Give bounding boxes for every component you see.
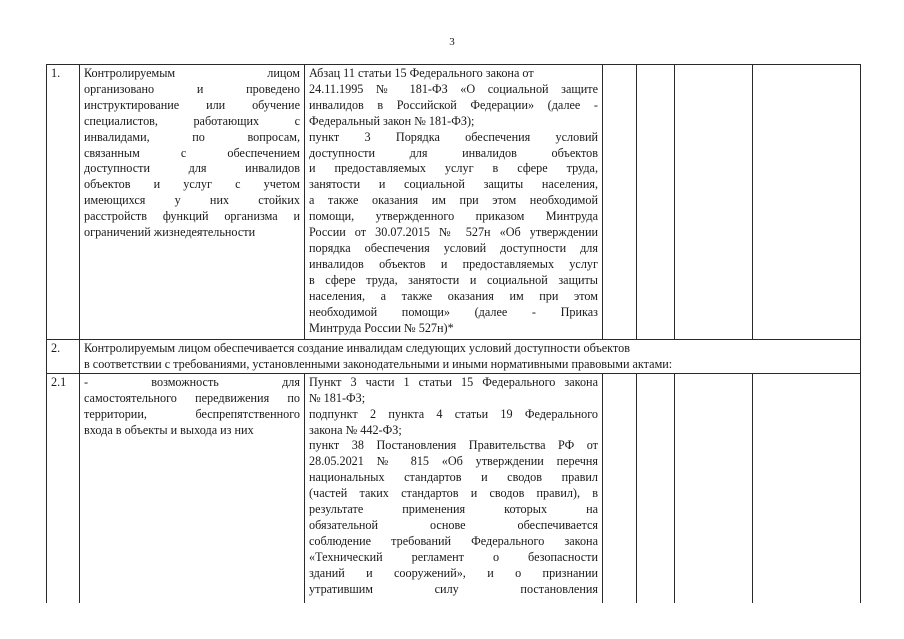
text-line: пункт 3 Порядка обеспечения условий xyxy=(309,129,598,144)
text-line: ограничений жизнедеятельности xyxy=(84,225,256,240)
text-line: а также оказания им при этом необходимой xyxy=(309,193,598,208)
row-number: 1. xyxy=(47,65,80,340)
text-line: зданий и сооружений», и о признании xyxy=(309,565,598,580)
text-line: Минтруда России № 527н)* xyxy=(309,320,454,335)
text-line: связанным с обеспечением xyxy=(84,145,300,160)
row-number: 2. xyxy=(47,340,80,374)
text-line: обязательной основе обеспечивается xyxy=(309,517,598,532)
text-line: расстройств функций организма и xyxy=(84,209,300,224)
text-line: (частей таких стандартов и сводов правил), в xyxy=(309,486,598,501)
text-line: Контролируемым лицом xyxy=(84,66,300,80)
text-line: территории, беспрепятственного xyxy=(84,406,300,421)
text-line: 28.05.2021 № 815 «Об утверждении перечня xyxy=(309,454,598,469)
text-line: помощи, утвержденного приказом Минтруда xyxy=(309,209,598,224)
text-line: подпункт 2 пункта 4 статьи 19 Федерального xyxy=(309,406,598,421)
text-line: закона № 442-ФЗ; xyxy=(309,422,402,437)
legal-basis-cell xyxy=(305,65,603,340)
text-line: доступности для инвалидов xyxy=(84,161,300,176)
text-line: занятости и социальной защиты населения, xyxy=(309,177,598,192)
text-line: объектов и услуг с учетом xyxy=(84,177,300,192)
text-line: утратившим силу постановления xyxy=(309,581,598,596)
answer-na-cell xyxy=(675,65,753,340)
requirement-cell xyxy=(80,65,305,340)
text-line: Федеральный закон № 181-ФЗ); xyxy=(309,113,475,128)
text-line: Абзац 11 статьи 15 Федерального закона от xyxy=(309,66,534,80)
text-line: организовано и проведено xyxy=(84,81,300,96)
text-line: необходимой помощи» (далее - Приказ xyxy=(309,304,598,319)
note-cell xyxy=(753,65,861,340)
answer-na-cell xyxy=(675,373,753,603)
page-number: 3 xyxy=(449,36,455,48)
section-heading-cell xyxy=(80,340,861,374)
text-line: инвалидов в Российской Федерации» (далее - xyxy=(309,97,598,112)
row-number: 2.1 xyxy=(47,373,80,603)
section-heading-line: Контролируемым лицом обеспечивается создание инвалидам следующих условий доступности объектов xyxy=(84,341,630,355)
legal-basis-cell xyxy=(305,373,603,603)
text-line: № 181-ФЗ; xyxy=(309,390,366,405)
text-line: 24.11.1995 № 181-ФЗ «О социальной защите xyxy=(309,81,598,96)
note-cell xyxy=(753,373,861,603)
requirements-table xyxy=(46,64,861,603)
text-line: пункт 38 Постановления Правительства РФ от xyxy=(309,438,598,453)
text-line: соблюдение требований Федерального закона xyxy=(309,533,598,548)
answer-no-cell xyxy=(637,65,675,340)
text-line: в сфере труда, занятости и социальной защиты xyxy=(309,272,598,287)
text-line: имеющихся у них стойких xyxy=(84,193,300,208)
text-line: - возможность для xyxy=(84,374,300,389)
text-line: самостоятельного передвижения по xyxy=(84,390,300,405)
answer-yes-cell xyxy=(603,65,637,340)
section-heading-line: в соответствии с требованиями, установленными законодательными и иными нормативными правовыми актами: xyxy=(84,356,673,371)
text-line: национальных стандартов и сводов правил xyxy=(309,470,598,485)
text-line: населения, а также оказания им при этом xyxy=(309,288,598,303)
text-line: и предоставляемых услуг в сфере труда, xyxy=(309,161,598,176)
text-line: результате применения которых на xyxy=(309,502,598,517)
requirement-cell xyxy=(80,373,305,603)
text-line: порядка обеспечения условий доступности для xyxy=(309,240,598,255)
text-line: инвалидами, по вопросам, xyxy=(84,129,300,144)
text-line: специалистов, работающих с xyxy=(84,113,300,128)
text-line: инструктирование или обучение xyxy=(84,97,300,112)
text-line: инвалидов объектов и предоставляемых услуг xyxy=(309,256,598,271)
answer-yes-cell xyxy=(603,373,637,603)
text-line: доступности для инвалидов объектов xyxy=(309,145,598,160)
text-line: России от 30.07.2015 № 527н «Об утверждении xyxy=(309,225,598,240)
text-line: Пункт 3 части 1 статьи 15 Федерального закона xyxy=(309,374,598,389)
text-line: входа в объекты и выхода из них xyxy=(84,422,254,437)
table-row xyxy=(47,373,861,603)
text-line: «Технический регламент о безопасности xyxy=(309,549,598,564)
table-row xyxy=(47,65,861,340)
answer-no-cell xyxy=(637,373,675,603)
table-row xyxy=(47,340,861,374)
